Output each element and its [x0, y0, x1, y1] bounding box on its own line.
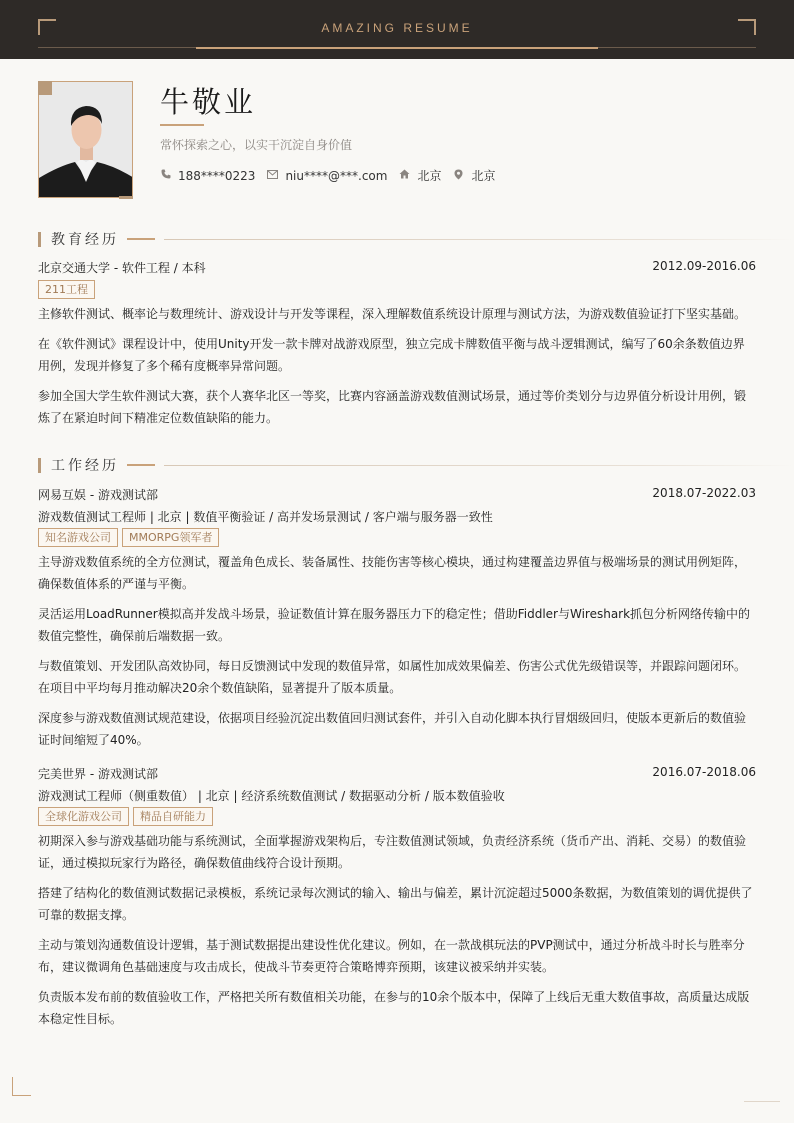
job-paragraph: 负责版本发布前的数值验收工作，严格把关所有数值相关功能，在参与的10余个版本中，保障了上线后无重大数值事故，高质量达成版本稳定性目标。	[38, 990, 750, 1026]
company-line: 网易互娱 - 游戏测试部	[38, 488, 158, 502]
section-dash	[127, 464, 155, 466]
education-paragraph: 参加全国大学生软件测试大赛，获个人赛华北区一等奖，比赛内容涵盖游戏数值测试场景，通过等价类划分与边界值分析设计用例，锻炼了在紧迫时间下精准定位数值缺陷的能力。	[38, 389, 747, 425]
job-paragraph: 深度参与游戏数值测试规范建设，依据项目经验沉淀出数值回归测试套件，并引入自动化脚本执行冒烟级回归，使版本更新后的数值验证时间缩短了40%。	[38, 711, 747, 747]
section-dash	[127, 238, 155, 240]
email-text: niu****@***.com	[285, 168, 388, 183]
education-dates: 2012.09-2016.06	[652, 259, 756, 273]
header-accent-line	[196, 47, 598, 49]
section-rule	[164, 239, 794, 240]
tag: 全球化游戏公司	[38, 807, 129, 826]
photo-corner-accent	[38, 81, 52, 95]
phone-text: 188****0223	[178, 168, 256, 183]
contact-info	[160, 167, 507, 184]
header-bar	[0, 0, 794, 59]
section-rule	[164, 465, 794, 466]
role-line: 游戏测试工程师（侧重数值） | 北京 | 经济系统数值测试 / 数据驱动分析 / 版本数值验收	[38, 789, 505, 803]
corner-ornament-top-left	[38, 19, 56, 35]
job-paragraph: 初期深入参与游戏基础功能与系统测试，全面掌握游戏架构后，专注数值测试领域，负责经济系统（货币产出、消耗、交易）的数值验证，通过模拟玩家行为路径，确保数值曲线符合设计预期。	[38, 834, 747, 870]
job-dates: 2018.07-2022.03	[652, 486, 756, 500]
tag: 精品自研能力	[133, 807, 213, 826]
education-tags	[38, 280, 99, 299]
phone-icon	[160, 169, 171, 182]
name-underline	[160, 124, 204, 126]
home-icon	[399, 169, 410, 182]
role-line: 游戏数值测试工程师 | 北京 | 数值平衡验证 / 高并发场景测试 / 客户端与服务器一致性	[38, 510, 493, 524]
job-tags	[38, 528, 223, 547]
tag: 211工程	[38, 280, 95, 299]
education-paragraph: 在《软件测试》课程设计中，使用Unity开发一款卡牌对战游戏原型，独立完成卡牌数值平衡与战斗逻辑测试，编写了60余条数值边界用例，发现并修复了多个稀有度概率异常问题。	[38, 337, 745, 373]
job-paragraph: 与数值策划、开发团队高效协同，每日反馈测试中发现的数值异常，如属性加成效果偏差、伤害公式优先级错误等，并跟踪问题闭环。在项目中平均每月推动解决20余个数值缺陷，显著提升了版本质量。	[38, 659, 747, 695]
job-paragraph: 主动与策划沟通数值设计逻辑，基于测试数据提出建设性优化建议。例如，在一款战棋玩法的PVP测试中，通过分析战斗时长与胜率分布，建议微调角色基础速度与攻击成长，使战斗节奏更符合策略博弈预期，该建议被采纳并实装。	[38, 938, 745, 974]
tag: 知名游戏公司	[38, 528, 118, 547]
job-paragraph: 搭建了结构化的数值测试数据记录模板，系统记录每次测试的输入、输出与偏差，累计沉淀超过5000条数据，为数值策划的调优提供了可靠的数据支撑。	[38, 886, 753, 922]
section-title-text: 工作经历	[51, 458, 119, 474]
job-paragraph: 灵活运用LoadRunner模拟高并发战斗场景，验证数值计算在服务器压力下的稳定性；借助Fiddler与Wireshark抓包分析网络传输中的数值完整性，确保前后端数据一致。	[38, 607, 751, 643]
job-header	[38, 765, 756, 782]
corner-ornament-bottom-left	[12, 1077, 31, 1096]
photo-corner-accent	[119, 196, 133, 199]
contact-hometown	[399, 167, 441, 184]
avatar	[38, 81, 133, 198]
section-bar	[38, 458, 41, 473]
company-line: 完美世界 - 游戏测试部	[38, 767, 158, 781]
corner-ornament-top-right	[738, 19, 756, 35]
person-name: 牛敬业	[160, 85, 257, 119]
mail-icon	[267, 169, 278, 182]
job-tags	[38, 807, 217, 826]
brand-title: AMAZING RESUME	[321, 21, 473, 35]
education-header	[38, 259, 756, 276]
job-header	[38, 486, 756, 503]
school-line: 北京交通大学 - 软件工程 / 本科	[38, 261, 206, 275]
contact-email	[267, 169, 387, 183]
job-paragraph: 主导游戏数值系统的全方位测试，覆盖角色成长、装备属性、技能伤害等核心模块，通过构建覆盖边界值与极端场景的测试用例矩阵，确保数值体系的严谨与平衡。	[38, 555, 747, 591]
location-pin-icon	[453, 169, 464, 183]
corner-ornament-bottom-right	[744, 1101, 780, 1102]
section-bar	[38, 232, 41, 247]
tag: MMORPG领军者	[122, 528, 219, 547]
section-title-text: 教育经历	[51, 232, 119, 248]
section-title-work	[38, 457, 155, 473]
contact-location	[453, 167, 495, 184]
contact-phone	[160, 169, 255, 183]
motto: 常怀探索之心，以实干沉淀自身价值	[160, 138, 353, 152]
location-text: 北京	[471, 169, 496, 183]
education-paragraph: 主修软件测试、概率论与数理统计、游戏设计与开发等课程，深入理解数值系统设计原理与测试方法，为游戏数值验证打下坚实基础。	[38, 307, 747, 321]
section-title-education	[38, 231, 155, 247]
hometown-text: 北京	[417, 169, 442, 183]
job-dates: 2016.07-2018.06	[652, 765, 756, 779]
